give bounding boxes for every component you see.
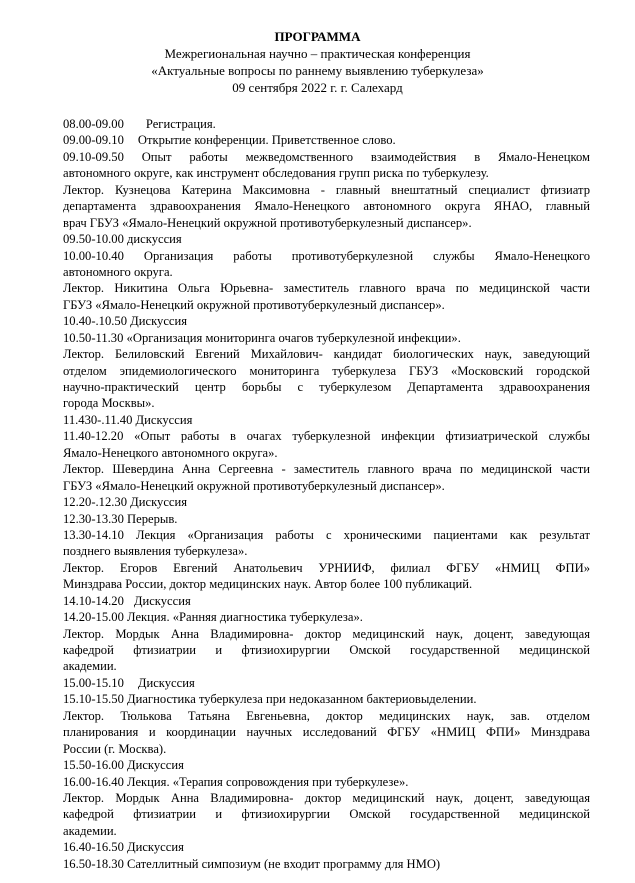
- program-line: [63, 675, 590, 691]
- program-line: 10.40-.10.50 Дискуссия: [63, 314, 188, 329]
- conference-name: «Актуальные вопросы по раннему выявлению туберкулеза»: [151, 63, 484, 78]
- item-text: Открытие конференции. Приветственное слово.: [137, 133, 396, 148]
- program-body: [63, 116, 590, 872]
- item-text: Регистрация.: [145, 117, 216, 131]
- program-line: Минздрава России, доктор медицинских наук. Автор более 100 публикаций.: [63, 577, 473, 592]
- time-range: 08.00-09.00: [63, 117, 124, 131]
- program-line: автономного округа.: [63, 264, 173, 279]
- program-line: [63, 132, 590, 148]
- conference-date-place: 09 сентября 2022 г. г. Салехард: [232, 80, 403, 95]
- time-range: 15.00-15.10: [63, 675, 124, 690]
- program-line: ГБУЗ «Ямало-Ненецкий окружной противотуберкулезный диспансер».: [63, 297, 445, 312]
- program-line: 16.50-18.30 Сателлитный симпозиум (не входит программу для НМО): [63, 856, 441, 871]
- program-line: 12.30-13.30 Перерыв.: [63, 511, 178, 526]
- program-line: научно-практический центр борьбы с туберкулезом Департамента здравоохранения: [63, 380, 590, 394]
- document-header: [0, 28, 635, 96]
- program-line: отделом эпидемиологического мониторинга туберкулеза ГБУЗ «Московский городской: [63, 363, 590, 378]
- program-line: 10.50-11.30 «Организация мониторинга очагов туберкулезной инфекции».: [63, 330, 461, 345]
- program-line: 09.10-09.50 Опыт работы межведомственного взаимодействия в Ямало-Ненецком: [63, 149, 590, 164]
- program-line: ГБУЗ «Ямало-Ненецкий окружной противотуберкулезный диспансер».: [63, 478, 445, 493]
- program-line: 13.30-14.10 Лекция «Организация работы с хроническими пациентами как результат: [63, 527, 590, 542]
- program-line: [63, 593, 590, 609]
- program-line: Лектор. Никитина Ольга Юрьевна- заместитель главного врача по медицинской части: [63, 281, 590, 296]
- program-line: позднего выявления туберкулеза».: [63, 544, 248, 559]
- document-title: ПРОГРАММА: [274, 29, 361, 44]
- program-line: города Москвы».: [63, 396, 155, 411]
- program-line: Лектор. Мордык Анна Владимировна- доктор медицинский наук, доцент, заведующая: [63, 626, 590, 641]
- program-line: академии.: [63, 659, 117, 674]
- program-line: академии.: [63, 823, 117, 838]
- program-line: 11.430-.11.40 Дискуссия: [63, 412, 193, 427]
- item-text: Дискуссия: [137, 675, 195, 690]
- program-line: Лектор. Егоров Евгений Анатольевич УРНИИФ, филиал ФГБУ «НМИЦ ФПИ»: [63, 560, 590, 575]
- program-line: кафедрой фтизиатрии и фтизиохирургии Омской государственной медицинской: [63, 643, 590, 657]
- program-line: 14.20-15.00 Лекция. «Ранняя диагностика туберкулеза».: [63, 610, 363, 625]
- program-line: Лектор. Белиловский Евгений Михайлович- кандидат биологических наук, заведующий: [63, 347, 590, 362]
- program-line: автономного округе, как инструмент обследования групп риска по туберкулезу.: [63, 166, 489, 181]
- program-line: 09.50-10.00 дискуссия: [63, 232, 182, 247]
- program-line: 10.00-10.40 Организация работы противотуберкулезной службы Ямало-Ненецкого: [63, 248, 590, 263]
- program-line: 11.40-12.20 «Опыт работы в очагах туберкулезной инфекции фтизиатрической службы: [63, 429, 590, 444]
- time-range: 14.10-14.20: [63, 593, 124, 608]
- program-line: департамента здравоохранения Ямало-Ненецкого автономного округа ЯНАО, главный: [63, 199, 590, 214]
- time-range: 09.00-09.10: [63, 133, 124, 148]
- program-line: Лектор. Тюлькова Татьяна Евгеньевна, доктор медицинских наук, зав. отделом: [63, 708, 590, 723]
- program-line: 15.50-16.00 Дискуссия: [63, 758, 184, 773]
- program-line: [63, 116, 590, 132]
- program-line: врач ГБУЗ «Ямало-Ненецкий окружной противотуберкулезный диспансер».: [63, 215, 472, 230]
- program-line: 16.00-16.40 Лекция. «Терапия сопровождения при туберкулезе».: [63, 774, 409, 789]
- program-line: России (г. Москва).: [63, 741, 167, 756]
- item-text: Дискуссия: [133, 593, 191, 608]
- program-line: планирования и координации научных исследований ФГБУ «НМИЦ ФПИ» Минздрава: [63, 725, 590, 740]
- program-line: 12.20-.12.30 Дискуссия: [63, 495, 188, 510]
- conference-type: Межрегиональная научно – практическая конференция: [164, 46, 471, 61]
- program-line: кафедрой фтизиатрии и фтизиохирургии Омской государственной медицинской: [63, 807, 590, 822]
- program-line: 16.40-16.50 Дискуссия: [63, 840, 184, 855]
- program-line: Лектор. Кузнецова Катерина Максимовна - главный внештатный специалист фтизиатр: [63, 182, 590, 197]
- program-line: 15.10-15.50 Диагностика туберкулеза при недоказанном бактериовыделении.: [63, 692, 477, 707]
- program-line: Лектор. Шевердина Анна Сергеевна - заместитель главного врача по медицинской части: [63, 462, 590, 477]
- program-line: Лектор. Мордык Анна Владимировна- доктор медицинский наук, доцент, заведующая: [63, 790, 590, 805]
- program-line: Ямало-Ненецкого автономного округа».: [63, 445, 278, 460]
